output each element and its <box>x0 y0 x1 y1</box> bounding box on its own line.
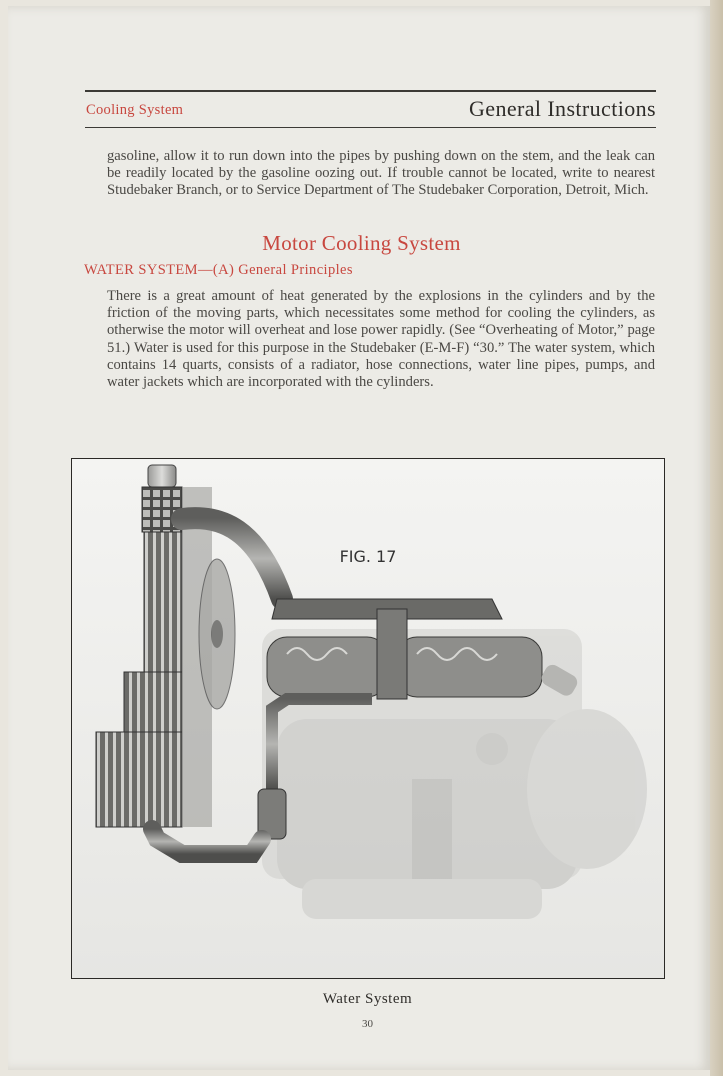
page-edge <box>710 0 723 1076</box>
header-rule-bottom <box>85 127 656 128</box>
body-paragraph: There is a great amount of heat generated by the explosions in the cylinders and by the friction of the moving parts, which necessitates some method for cooling the cylinders, as otherwise the motor will overheat and lose power rapidly. (See “Overheating of Motor,” page 51.) Water is used for this purpose in the Studebaker (E-M-F) “30.” The water system, which contains 14 quarts, consists of a radiator, hose connections, water line pipes, pumps, and water jackets which are incorporated with the cylinders. <box>107 288 655 391</box>
figure-water-system <box>71 458 665 979</box>
fan <box>199 559 235 709</box>
page-number: 30 <box>362 1018 373 1030</box>
header-title: General Instructions <box>469 96 656 121</box>
figure-caption: Water System <box>322 991 413 1007</box>
section-label: Cooling System <box>86 102 184 118</box>
subsection-heading: WATER SYSTEM—(A) General Principles <box>84 262 353 278</box>
section-heading: Motor Cooling System <box>262 231 461 255</box>
engine-illustration <box>72 459 664 978</box>
figure-label: FIG. 17 <box>339 547 397 566</box>
intro-paragraph: gasoline, allow it to run down into the pipes by pushing down on the stem, and the leak can be readily located by the gasoline oozing out. If trouble cannot be located, write to nearest Studebaker Branch, or to Service Department of The Studebaker Corporation, Detroit, Mich. <box>107 148 655 199</box>
header-rule-top <box>85 90 656 92</box>
